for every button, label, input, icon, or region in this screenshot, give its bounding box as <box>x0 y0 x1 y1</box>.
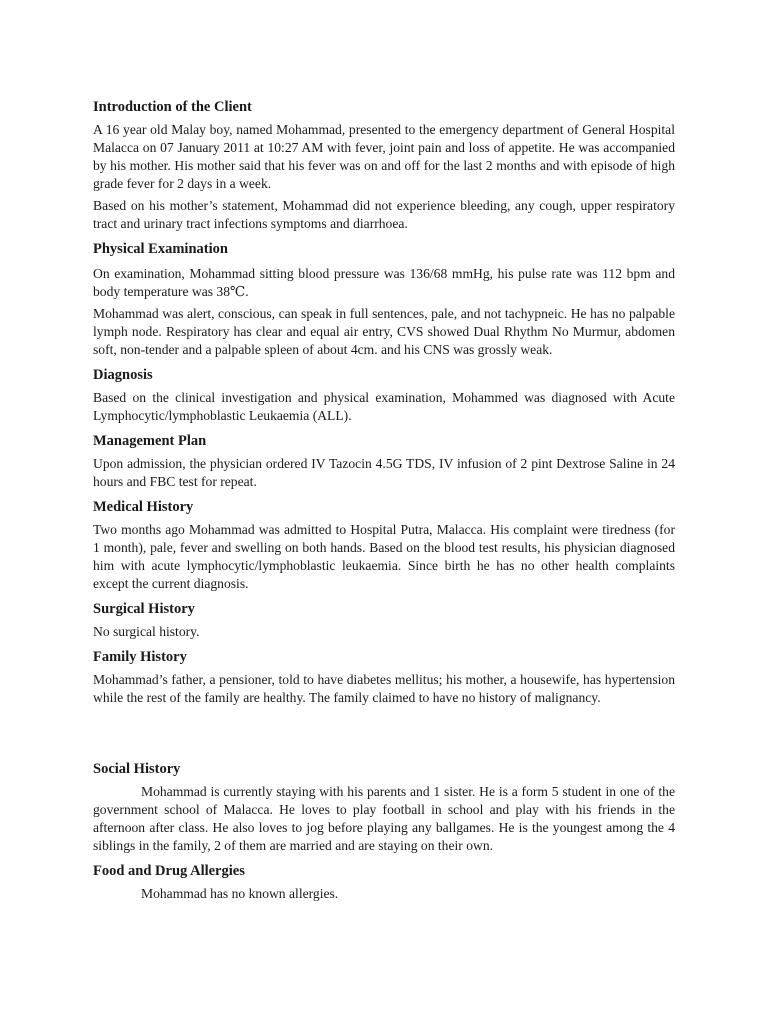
paragraph: Based on the clinical investigation and physical examination, Mohammed was diagnosed with Acute Lymphocytic/lymphoblastic Leukaemia (ALL). <box>93 390 675 423</box>
section-surgical-history <box>93 599 675 641</box>
paragraph: Upon admission, the physician ordered IV Tazocin 4.5G TDS, IV infusion of 2 pint Dextrose Saline in 24 hours and FBC test for repeat. <box>93 456 675 489</box>
section-heading: Food and Drug Allergies <box>93 863 245 879</box>
section-food-drug-allergies <box>93 861 675 903</box>
section-medical-history <box>93 497 675 593</box>
section-heading: Introduction of the Client <box>93 99 252 115</box>
section-heading: Management Plan <box>93 433 207 449</box>
paragraph: Based on his mother’s statement, Mohammad did not experience bleeding, any cough, upper respiratory tract and urinary tract infections symptoms and diarrhoea. <box>93 198 675 231</box>
section-heading: Social History <box>93 761 181 777</box>
section-family-history <box>93 647 675 707</box>
section-physical-examination <box>93 239 675 359</box>
section-social-history <box>93 759 675 855</box>
paragraph: Mohammad has no known allergies. <box>141 886 339 901</box>
section-introduction <box>93 97 675 233</box>
document-body <box>93 97 675 909</box>
section-heading: Physical Examination <box>93 241 228 257</box>
paragraph: Mohammad was alert, conscious, can speak in full sentences, pale, and not tachypneic. He has no palpable lymph node. Respiratory has clear and equal air entry, CVS showed Dual Rhythm No Murmur, abdomen soft, non-tender and a palpable spleen of about 4cm. and his CNS was grossly weak. <box>93 306 675 357</box>
paragraph: No surgical history. <box>93 624 200 639</box>
section-heading: Diagnosis <box>93 367 153 383</box>
section-diagnosis <box>93 365 675 425</box>
section-heading: Family History <box>93 649 187 665</box>
section-heading: Medical History <box>93 499 194 515</box>
paragraph: On examination, Mohammad sitting blood pressure was 136/68 mmHg, his pulse rate was 112 bpm and body temperature was 38℃. <box>93 266 675 299</box>
paragraph: Mohammad is currently staying with his parents and 1 sister. He is a form 5 student in one of the government school of Malacca. He loves to play football in school and play with his friends in the afternoon after class. He also loves to jog before playing any ballgames. He is the youngest among the 4 siblings in the family, 2 of them are married and are staying on their own. <box>93 784 675 853</box>
section-management-plan <box>93 431 675 491</box>
paragraph: Two months ago Mohammad was admitted to Hospital Putra, Malacca. His complaint were tiredness (for 1 month), pale, fever and swelling on both hands. Based on the blood test results, his physician diagnosed him with acute lymphocytic/lymphoblastic leukaemia. Since birth he has no other health complaints except the current diagnosis. <box>93 522 675 591</box>
paragraph: A 16 year old Malay boy, named Mohammad, presented to the emergency department of General Hospital Malacca on 07 January 2011 at 10:27 AM with fever, joint pain and loss of appetite. He was accompanied by his mother. His mother said that his fever was on and off for the last 2 months and with episode of high grade fever for 2 days in a week. <box>93 122 675 191</box>
section-heading: Surgical History <box>93 601 195 617</box>
paragraph: Mohammad’s father, a pensioner, told to have diabetes mellitus; his mother, a housewife, has hypertension while the rest of the family are healthy. The family claimed to have no history of malignancy. <box>93 672 675 705</box>
